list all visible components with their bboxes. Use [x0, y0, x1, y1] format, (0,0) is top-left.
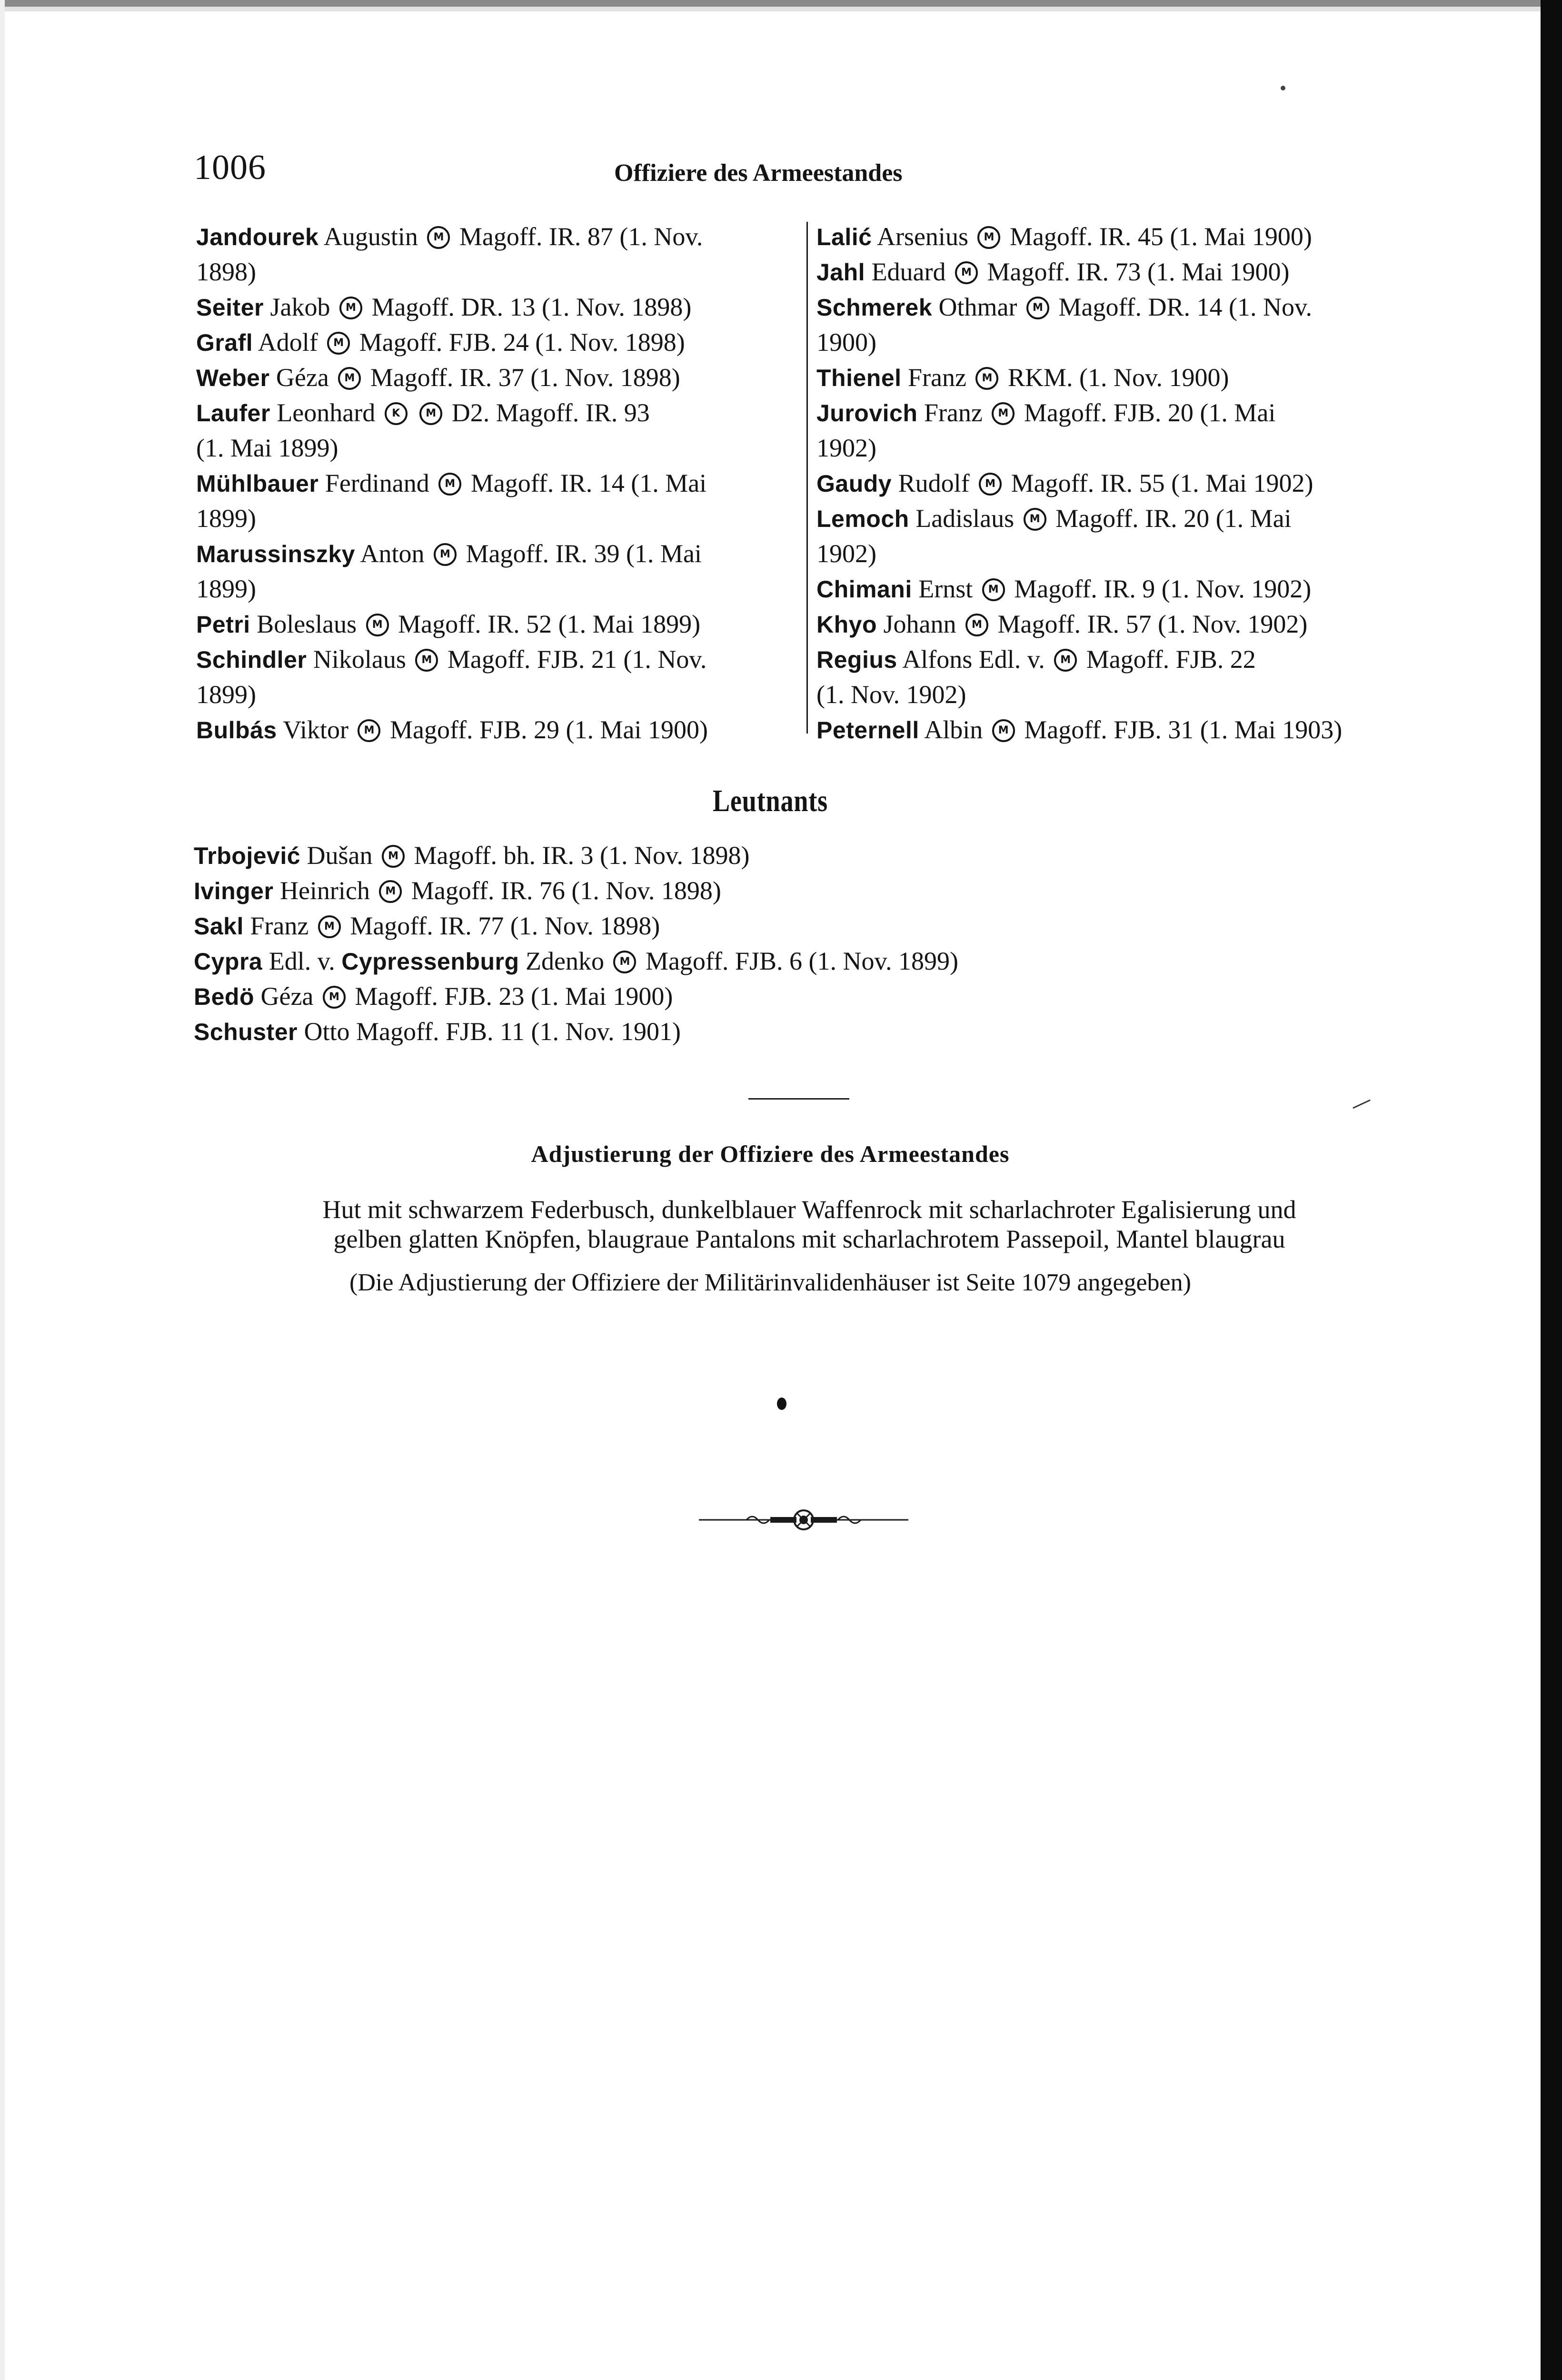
entry-text	[816, 501, 1292, 536]
surname: Seiter	[196, 294, 264, 321]
surname: Marussinszky	[196, 541, 355, 567]
entry-segment: Ladislaus	[909, 504, 1021, 533]
right-column	[816, 219, 1419, 747]
adjustierung-text	[190, 1195, 1428, 1254]
entry-text	[816, 254, 1289, 289]
adjustierung-note: (Die Adjustierung der Offiziere der Militärinvalidenhäuser ist Seite 1079 angegeben)	[349, 1269, 1191, 1296]
medal-m-icon	[992, 402, 1015, 425]
entry-segment: Magoff. FJB. 29 (1. Mai 1900)	[383, 715, 708, 744]
entry-segment: Magoff. IR. 37 (1. Nov. 1898)	[364, 363, 680, 392]
entry-segment: Othmar	[932, 293, 1024, 321]
entry-segment: Magoff. FJB. 22	[1080, 645, 1256, 674]
entry-line	[816, 289, 1419, 325]
leutnant-row	[194, 838, 958, 873]
scan-top-edge	[0, 0, 1562, 7]
left-column	[196, 219, 791, 747]
scan-mark	[1353, 1100, 1371, 1109]
medal-m-icon	[338, 367, 361, 390]
entry-segment: Jakob	[263, 293, 337, 321]
entry-segment: Magoff. IR. 20 (1. Mai	[1049, 504, 1292, 533]
entry-segment: Magoff. IR. 57 (1. Nov. 1902)	[991, 610, 1308, 638]
surname: Bedö	[194, 983, 254, 1010]
entry-segment: Ferdinand	[318, 469, 436, 497]
entry-segment	[410, 398, 417, 427]
page-number: 1006	[194, 148, 266, 187]
list-entry	[816, 642, 1419, 712]
entry-segment: Géza	[269, 363, 336, 392]
entry-segment: Franz	[901, 363, 973, 392]
entry-line	[816, 219, 1419, 254]
surname: Jandourek	[196, 224, 319, 250]
entry-segment: Anton	[355, 539, 431, 568]
medal-m-icon	[955, 261, 978, 284]
entry-line	[196, 395, 791, 430]
entry-text	[816, 395, 1275, 430]
entry-text	[196, 360, 680, 395]
entry-segment: Franz	[917, 398, 989, 427]
surname: Schmerek	[816, 294, 933, 321]
entry-date: 1898)	[196, 258, 256, 286]
entry-text	[196, 536, 702, 571]
entry-segment: Géza	[254, 982, 320, 1011]
medal-m-icon	[979, 473, 1002, 496]
entry-line	[196, 219, 791, 254]
entry-text	[196, 219, 703, 254]
leutnant-row	[194, 979, 958, 1014]
entry-date: 1899)	[196, 504, 256, 533]
entry-segment: Otto Magoff. FJB. 11 (1. Nov. 1901)	[297, 1017, 681, 1046]
entry-segment: Magoff. IR. 87 (1. Nov.	[453, 222, 703, 251]
entry-continuation	[816, 325, 1419, 360]
entry-date: 1902)	[816, 434, 876, 462]
entry-continuation	[816, 536, 1419, 571]
scan-top-shadow	[0, 7, 1541, 11]
surname: Chimani	[816, 576, 912, 603]
surname: Peternell	[816, 717, 919, 744]
surname: Cypra	[194, 948, 263, 975]
entry-continuation	[196, 677, 791, 712]
medal-m-icon	[323, 986, 346, 1009]
medal-m-icon	[419, 402, 442, 425]
entry-segment: RKM. (1. Nov. 1900)	[1001, 363, 1229, 392]
entry-segment: Nikolaus	[307, 645, 413, 674]
adjustierung-title: Adjustierung der Offiziere des Armeestandes	[531, 1140, 1010, 1167]
leutnant-row	[194, 873, 958, 908]
surname: Regius	[816, 646, 897, 673]
surname: Weber	[196, 365, 270, 391]
medal-m-icon	[965, 614, 988, 636]
list-entry	[196, 395, 791, 466]
entry-line	[196, 325, 791, 360]
entry-line	[196, 536, 791, 571]
list-entry	[196, 325, 791, 360]
list-entry	[816, 219, 1419, 254]
adjustierung-line-2: gelben glatten Knöpfen, blaugraue Pantalons mit scharlachrotem Passepoil, Mantel blaugrau	[333, 1225, 1285, 1253]
entry-segment: Magoff. IR. 9 (1. Nov. 1902)	[1007, 575, 1312, 603]
entry-text	[816, 712, 1342, 747]
medal-m-icon	[379, 880, 402, 903]
entry-line	[816, 606, 1419, 642]
entry-segment: Augustin	[318, 222, 425, 251]
entry-line	[196, 712, 791, 747]
surname: Schindler	[196, 646, 307, 673]
entry-text	[816, 642, 1256, 677]
entry-segment: D2. Magoff. IR. 93	[445, 398, 650, 427]
surname: Gaudy	[816, 470, 892, 497]
scan-right-edge	[1541, 0, 1562, 2380]
entry-segment: Magoff. FJB. 23 (1. Mai 1900)	[348, 982, 673, 1011]
entry-segment: Magoff. FJB. 20 (1. Mai	[1017, 398, 1276, 427]
entry-line	[816, 571, 1419, 606]
medal-m-icon	[382, 845, 405, 868]
surname: Lemoch	[816, 506, 909, 532]
surname: Grafl	[196, 329, 253, 356]
entry-segment: Magoff. DR. 14 (1. Nov.	[1052, 293, 1312, 321]
entry-line	[196, 466, 791, 501]
entry-segment: Magoff. IR. 14 (1. Mai	[464, 469, 707, 497]
entry-segment: Dušan	[300, 841, 379, 870]
entry-segment: Adolf	[253, 328, 325, 357]
medal-m-icon	[415, 649, 438, 672]
medal-m-icon	[977, 226, 1000, 249]
scan-left-edge	[0, 0, 5, 2380]
entry-segment: Magoff. IR. 76 (1. Nov. 1898)	[405, 876, 721, 905]
entry-segment: Franz	[243, 912, 315, 940]
list-entry	[196, 536, 791, 606]
list-entry	[816, 395, 1419, 466]
separator-rule	[748, 1098, 849, 1100]
medal-m-icon	[339, 297, 362, 319]
list-entry	[196, 289, 791, 325]
surname: Bulbás	[196, 717, 277, 744]
entry-line	[816, 501, 1419, 536]
list-entry	[196, 466, 791, 536]
list-entry	[196, 712, 791, 747]
list-entry	[816, 712, 1419, 747]
medal-m-icon	[1024, 508, 1046, 531]
entry-text	[816, 606, 1307, 642]
entry-text	[196, 606, 700, 642]
entry-date: 1899)	[196, 680, 256, 709]
entry-segment: Magoff. FJB. 21 (1. Nov.	[441, 645, 707, 674]
list-entry	[816, 501, 1419, 571]
entry-segment: Viktor	[277, 715, 355, 744]
entry-text	[196, 466, 706, 501]
surname: Petri	[196, 611, 250, 638]
surname: Trbojević	[194, 843, 301, 869]
entry-line	[816, 395, 1419, 430]
surname: Thienel	[816, 365, 902, 391]
entry-text	[816, 289, 1312, 325]
medal-m-icon	[613, 951, 636, 973]
entry-segment: Ernst	[912, 575, 979, 603]
entry-segment: Magoff. IR. 52 (1. Mai 1899)	[391, 610, 701, 638]
running-title: Offiziere des Armeestandes	[614, 159, 903, 187]
list-entry	[816, 289, 1419, 360]
leutnant-row	[194, 1014, 958, 1049]
medal-m-icon	[318, 915, 341, 938]
medal-m-icon	[366, 614, 389, 636]
entry-text	[816, 360, 1229, 395]
surname: Ivinger	[194, 878, 274, 904]
entry-continuation	[196, 254, 791, 289]
medal-m-icon	[982, 578, 1005, 601]
entry-date: 1900)	[816, 328, 876, 357]
leutnant-row	[194, 908, 958, 943]
section-title-leutnants: Leutnants	[713, 783, 828, 818]
surname: Mühlbauer	[196, 470, 319, 497]
entry-date: (1. Mai 1899)	[196, 434, 338, 462]
medal-m-icon	[1026, 297, 1049, 319]
entry-segment: Albin	[919, 715, 989, 744]
surname: Jurovich	[816, 400, 918, 426]
list-entry	[196, 360, 791, 395]
entry-text	[196, 395, 650, 430]
adjustierung-line-1: Hut mit schwarzem Federbusch, dunkelblauer Waffenrock mit scharlachroter Egalisierung und	[322, 1195, 1296, 1224]
entry-text	[816, 571, 1311, 606]
entry-segment: Magoff. IR. 45 (1. Mai 1900)	[1003, 222, 1312, 251]
ornamental-divider-icon	[699, 1508, 908, 1532]
entry-line	[816, 254, 1419, 289]
entry-continuation	[196, 571, 791, 606]
surname: Khyo	[816, 611, 877, 638]
entry-segment: Heinrich	[273, 876, 377, 905]
medal-m-icon	[1054, 649, 1077, 672]
entry-segment: Magoff. IR. 55 (1. Mai 1902)	[1005, 469, 1313, 497]
entry-text	[196, 289, 691, 325]
surname: Schuster	[194, 1019, 298, 1045]
entry-continuation	[196, 501, 791, 536]
entry-line	[196, 606, 791, 642]
entry-line	[816, 642, 1419, 677]
entry-continuation	[816, 430, 1419, 466]
entry-date: 1902)	[816, 539, 876, 568]
list-entry	[816, 606, 1419, 642]
entry-segment: Magoff. IR. 39 (1. Mai	[459, 539, 702, 568]
medal-m-icon	[975, 367, 998, 390]
bullet-mark	[777, 1398, 786, 1410]
entry-text	[196, 642, 706, 677]
medal-m-icon	[434, 543, 457, 566]
medal-m-icon	[427, 226, 450, 249]
entry-line	[196, 289, 791, 325]
entry-text	[816, 219, 1312, 254]
entry-segment: Magoff. FJB. 31 (1. Mai 1903)	[1017, 715, 1343, 744]
entry-segment: Johann	[877, 610, 963, 638]
list-entry	[816, 466, 1419, 501]
surname: Laufer	[196, 400, 270, 426]
medal-m-icon	[358, 719, 380, 742]
surname-part: Cypressenburg	[341, 948, 519, 975]
entry-line	[196, 642, 791, 677]
list-entry	[196, 219, 791, 289]
k-emblem-icon	[385, 402, 408, 425]
entry-segment: Arsenius	[872, 222, 975, 251]
list-entry	[816, 571, 1419, 606]
entry-segment: Eduard	[865, 258, 952, 286]
entry-line	[816, 712, 1419, 747]
entry-segment: Magoff. IR. 73 (1. Mai 1900)	[981, 258, 1290, 286]
list-entry	[816, 360, 1419, 395]
entry-segment: Zdenko	[519, 947, 611, 975]
list-entry	[196, 642, 791, 712]
entry-segment: Rudolf	[892, 469, 976, 497]
column-divider	[806, 222, 808, 734]
medal-m-icon	[327, 332, 350, 355]
entry-date: 1899)	[196, 575, 256, 603]
list-entry	[196, 606, 791, 642]
entry-line	[816, 360, 1419, 395]
entry-segment: Boleslaus	[250, 610, 363, 638]
entry-line	[816, 466, 1419, 501]
entry-continuation	[196, 430, 791, 466]
leutnants-list	[194, 838, 958, 1049]
entry-line	[196, 360, 791, 395]
entry-segment: Alfons Edl. v.	[897, 645, 1052, 674]
entry-segment: Magoff. bh. IR. 3 (1. Nov. 1898)	[408, 841, 750, 870]
entry-continuation	[816, 677, 1419, 712]
leutnant-row	[194, 943, 958, 979]
entry-text	[816, 466, 1313, 501]
entry-segment: Magoff. FJB. 24 (1. Nov. 1898)	[353, 328, 685, 357]
entry-segment: Edl. v.	[262, 947, 342, 975]
entry-date: (1. Nov. 1902)	[816, 680, 966, 709]
entry-segment: Magoff. FJB. 6 (1. Nov. 1899)	[639, 947, 958, 975]
entry-text	[196, 325, 685, 360]
list-entry	[816, 254, 1419, 289]
entry-segment: Leonhard	[270, 398, 382, 427]
surname: Sakl	[194, 913, 244, 940]
surname: Jahl	[816, 259, 866, 286]
medal-m-icon	[992, 719, 1015, 742]
medal-m-icon	[438, 473, 461, 496]
entry-segment: Magoff. IR. 77 (1. Nov. 1898)	[343, 912, 660, 940]
entry-text	[196, 712, 708, 747]
scan-speck	[1281, 86, 1285, 90]
surname: Lalić	[816, 224, 872, 250]
entry-segment: Magoff. DR. 13 (1. Nov. 1898)	[365, 293, 692, 321]
